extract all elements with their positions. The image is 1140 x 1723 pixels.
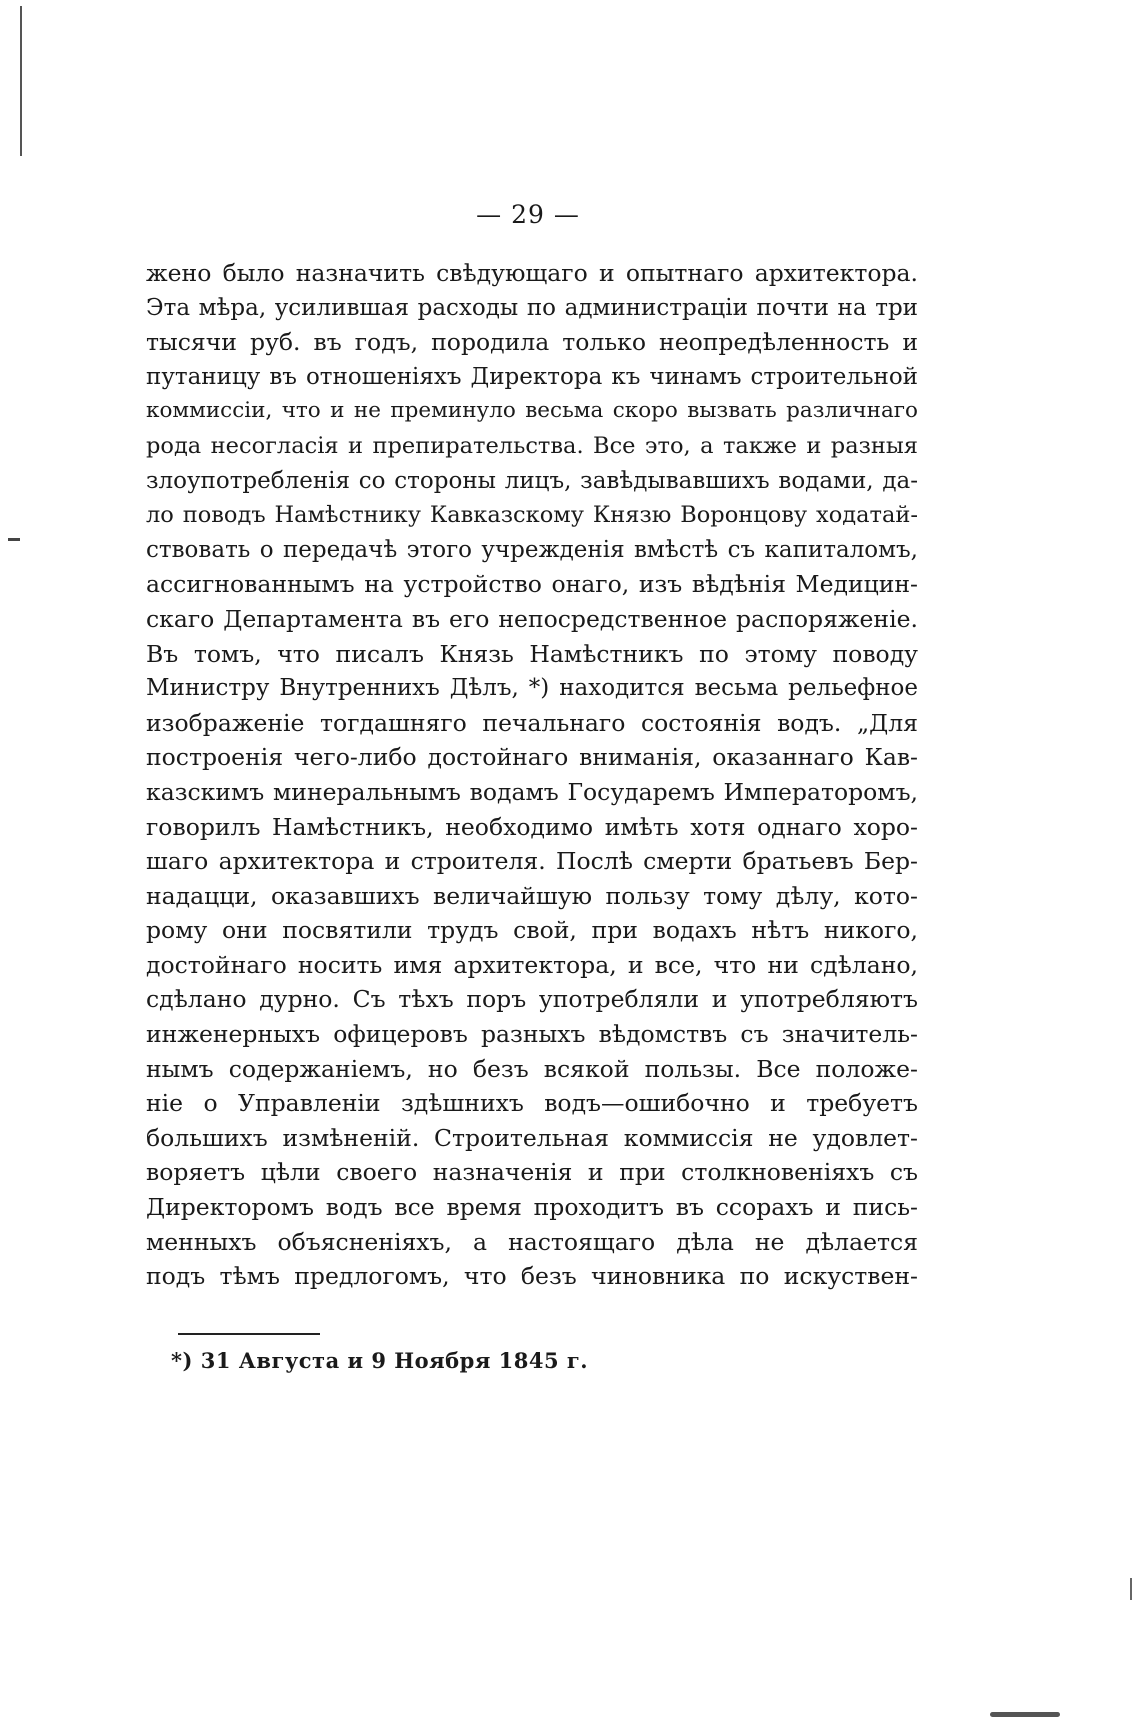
footnote-divider xyxy=(178,1333,320,1335)
text-line: скаго Департамента въ его непосредственное распоряженіе. xyxy=(146,604,918,633)
text-line: Эта мѣра, усилившая расходы по администраціи почти на три xyxy=(146,294,918,321)
text-line: Въ томъ, что писалъ Князь Намѣстникъ по этому поводу xyxy=(146,639,918,668)
text-line: ніе о Управленіи здѣшнихъ водъ—ошибочно и требуетъ xyxy=(146,1089,918,1118)
page-number: — 29 — xyxy=(476,200,580,229)
text-line: Министру Внутреннихъ Дѣлъ, *) находится весьма рельефное xyxy=(146,675,918,702)
text-line: путаницу въ отношеніяхъ Директора къ чинамъ строительной xyxy=(146,363,918,390)
text-line: подъ тѣмъ предлогомъ, что безъ чиновника по искуствен- xyxy=(146,1262,918,1291)
text-line: рому они посвятили трудъ свой, при водахъ нѣтъ никого, xyxy=(146,916,918,945)
text-line: рода несогласія и препирательства. Все это, а также и разныя xyxy=(146,432,918,459)
text-line: менныхъ объясненіяхъ, а настоящаго дѣла не дѣлается xyxy=(146,1227,918,1256)
text-line: ассигнованнымъ на устройство онаго, изъ вѣдѣнія Медицин- xyxy=(146,570,918,599)
scan-mark-right-edge xyxy=(1130,1578,1132,1600)
text-line: построенія чего-либо достойнаго вниманія, оказаннаго Кав- xyxy=(146,743,918,772)
text-line: шаго архитектора и строителя. Послѣ смерти братьевъ Бер- xyxy=(146,847,918,876)
text-line: воряетъ цѣли своего назначенія и при столкновеніяхъ съ xyxy=(146,1158,918,1187)
text-line: жено было назначить свѣдующаго и опытнаго архитектора. xyxy=(146,259,918,287)
scan-mark-bottom-right xyxy=(990,1712,1060,1717)
text-line: говорилъ Намѣстникъ, необходимо имѣть хотя однаго хоро- xyxy=(146,812,918,841)
text-line: инженерныхъ офицеровъ разныхъ вѣдомствъ съ значитель- xyxy=(146,1020,918,1049)
text-line: ло поводъ Намѣстнику Кавказскому Князю Воронцову ходатай- xyxy=(146,502,918,529)
text-line: нымъ содержаніемъ, но безъ всякой пользы. Все положе- xyxy=(146,1054,918,1083)
text-line: тысячи руб. въ годъ, породила только неопредѣленность и xyxy=(146,328,918,357)
text-line: Директоромъ водъ все время проходитъ въ ссорахъ и пись- xyxy=(146,1193,918,1222)
text-line: коммиссіи, что и не преминуло весьма скоро вызвать различнаго xyxy=(146,398,918,424)
text-line: злоупотребленія со стороны лицъ, завѣдывавшихъ водами, да- xyxy=(146,467,918,494)
footnote: *) 31 Августа и 9 Ноября 1845 г. xyxy=(171,1348,589,1373)
text-line: большихъ измѣненій. Строительная коммиссія не удовлет- xyxy=(146,1123,918,1152)
text-line: надацци, оказавшихъ величайшую пользу тому дѣлу, кото- xyxy=(146,881,918,910)
text-line: казскимъ минеральнымъ водамъ Государемъ Императоромъ, xyxy=(146,777,918,806)
text-line: ствовать о передачѣ этого учрежденія вмѣстѣ съ капиталомъ, xyxy=(146,536,918,563)
scan-mark-left-middle xyxy=(8,538,20,541)
text-line: сдѣлано дурно. Съ тѣхъ поръ употребляли и употребляютъ xyxy=(146,985,918,1014)
body-text xyxy=(146,256,918,1294)
text-line: достойнаго носить имя архитектора, и все, что ни сдѣлано, xyxy=(146,950,918,979)
scan-mark-top-left xyxy=(20,6,22,156)
text-line: изображеніе тогдашняго печальнаго состоянія водъ. „Для xyxy=(146,708,918,737)
